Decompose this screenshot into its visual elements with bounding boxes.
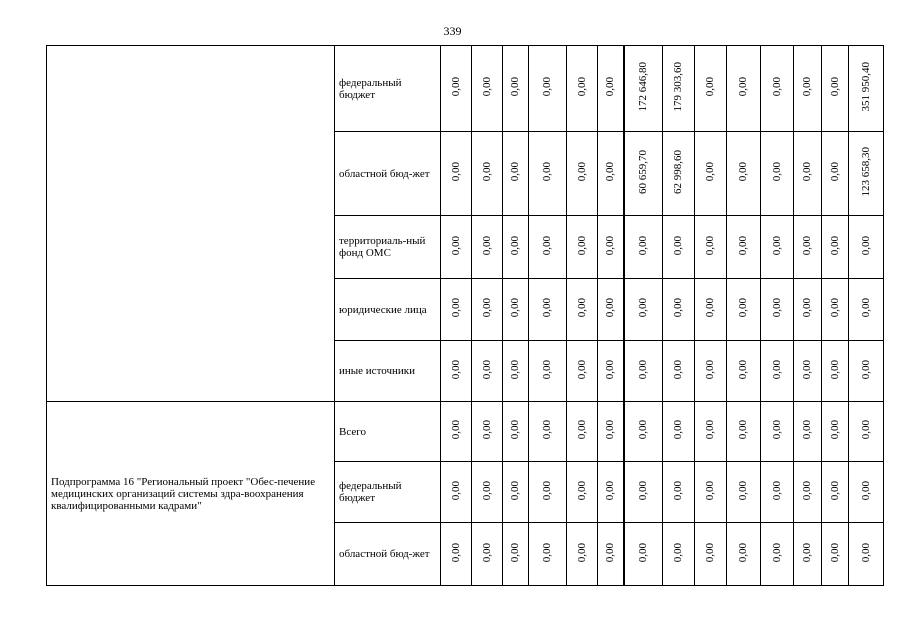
value-text: 0,00 <box>737 162 749 182</box>
value-cell <box>761 132 794 216</box>
value-cell <box>598 216 624 279</box>
value-text: 0,00 <box>801 480 813 501</box>
value-text: 0,00 <box>449 77 462 97</box>
value-text: 0,00 <box>737 77 749 97</box>
value-text: 0,00 <box>636 298 649 318</box>
value-cell <box>472 462 503 523</box>
value-cell <box>567 132 598 216</box>
value-text: 0,00 <box>704 298 716 318</box>
value-cell <box>849 462 884 523</box>
value-cell <box>695 216 727 279</box>
value-cell <box>727 132 761 216</box>
value-cell <box>624 402 663 462</box>
value-text: 0,00 <box>672 480 684 501</box>
value-text: 0,00 <box>828 235 841 256</box>
value-cell <box>695 402 727 462</box>
value-text: 0,00 <box>603 420 616 440</box>
value-cell <box>695 462 727 523</box>
value-text: 0,00 <box>737 480 749 501</box>
value-cell <box>567 341 598 402</box>
value-cell <box>822 341 849 402</box>
value-text: 0,00 <box>603 542 616 563</box>
value-text: 0,00 <box>636 420 649 440</box>
value-cell <box>794 341 822 402</box>
value-text: 351 950,40 <box>859 62 872 112</box>
funding-source: юридические лица <box>335 279 441 341</box>
value-cell <box>761 341 794 402</box>
value-text: 0,00 <box>828 420 841 440</box>
value-cell <box>822 216 849 279</box>
value-text: 0,00 <box>828 77 841 97</box>
value-cell <box>529 132 567 216</box>
value-text: 0,00 <box>541 298 553 318</box>
value-text: 0,00 <box>449 235 462 256</box>
value-cell <box>727 216 761 279</box>
value-cell <box>727 46 761 132</box>
value-cell <box>695 523 727 586</box>
funding-source: областной бюд-жет <box>335 132 441 216</box>
value-text: 0,00 <box>704 235 716 256</box>
value-text: 0,00 <box>636 235 649 256</box>
value-text: 172 646,80 <box>636 62 649 112</box>
value-text: 0,00 <box>859 542 872 563</box>
value-text: 0,00 <box>636 480 649 501</box>
value-cell <box>761 402 794 462</box>
value-text: 0,00 <box>509 235 521 256</box>
program-name-cell <box>47 402 335 586</box>
value-text: 0,00 <box>575 542 588 563</box>
value-cell <box>624 341 663 402</box>
value-text: 0,00 <box>828 542 841 563</box>
value-text: 0,00 <box>704 480 716 501</box>
value-cell <box>695 132 727 216</box>
value-cell <box>567 46 598 132</box>
value-cell <box>472 402 503 462</box>
value-text: 0,00 <box>509 420 521 440</box>
value-cell <box>529 279 567 341</box>
value-cell <box>472 216 503 279</box>
value-text: 0,00 <box>859 298 872 318</box>
value-text: 0,00 <box>801 420 813 440</box>
value-cell <box>794 132 822 216</box>
value-text: 0,00 <box>801 359 813 380</box>
value-text: 0,00 <box>636 542 649 563</box>
value-cell <box>794 462 822 523</box>
value-cell <box>727 462 761 523</box>
value-text: 179 303,60 <box>672 62 684 112</box>
value-cell <box>472 279 503 341</box>
value-cell <box>598 132 624 216</box>
value-cell <box>503 279 529 341</box>
value-cell <box>663 462 695 523</box>
value-text: 0,00 <box>801 542 813 563</box>
value-text: 0,00 <box>603 359 616 380</box>
value-text: 0,00 <box>704 420 716 440</box>
value-cell <box>567 216 598 279</box>
value-text: 0,00 <box>828 162 841 182</box>
funding-source: Всего <box>335 402 441 462</box>
value-cell <box>441 46 472 132</box>
value-cell <box>441 341 472 402</box>
value-cell <box>663 132 695 216</box>
value-cell <box>794 402 822 462</box>
value-text: 0,00 <box>480 480 493 501</box>
value-cell <box>695 46 727 132</box>
value-text: 0,00 <box>828 480 841 501</box>
value-text: 0,00 <box>672 359 684 380</box>
value-text: 0,00 <box>770 298 783 318</box>
value-text: 0,00 <box>770 77 783 97</box>
value-text: 0,00 <box>704 542 716 563</box>
value-cell <box>822 46 849 132</box>
value-text: 0,00 <box>541 480 553 501</box>
value-text: 0,00 <box>509 359 521 380</box>
value-cell <box>624 216 663 279</box>
value-text: 0,00 <box>541 420 553 440</box>
value-text: 0,00 <box>672 542 684 563</box>
value-cell <box>598 462 624 523</box>
value-text: 0,00 <box>859 359 872 380</box>
value-text: 0,00 <box>603 235 616 256</box>
value-text: 0,00 <box>480 298 493 318</box>
value-text: 0,00 <box>603 480 616 501</box>
value-text: 0,00 <box>801 162 813 182</box>
value-cell <box>822 279 849 341</box>
value-text: 0,00 <box>575 298 588 318</box>
value-cell <box>849 402 884 462</box>
funding-source: федеральный бюджет <box>335 462 441 523</box>
value-text: 0,00 <box>770 162 783 182</box>
value-cell <box>624 46 663 132</box>
value-cell <box>472 132 503 216</box>
value-text: 62 998,60 <box>672 150 684 194</box>
value-text: 0,00 <box>859 235 872 256</box>
value-text: 0,00 <box>541 77 553 97</box>
value-text: 0,00 <box>770 480 783 501</box>
value-cell <box>849 132 884 216</box>
value-cell <box>441 279 472 341</box>
value-text: 0,00 <box>737 298 749 318</box>
value-cell <box>503 523 529 586</box>
value-cell <box>794 216 822 279</box>
value-cell <box>503 132 529 216</box>
value-text: 0,00 <box>704 77 716 97</box>
value-cell <box>761 279 794 341</box>
value-cell <box>529 46 567 132</box>
funding-source: федеральный бюджет <box>335 46 441 132</box>
value-text: 0,00 <box>509 542 521 563</box>
value-cell <box>727 279 761 341</box>
value-cell <box>695 279 727 341</box>
value-text: 0,00 <box>480 542 493 563</box>
value-text: 0,00 <box>828 359 841 380</box>
value-cell <box>663 46 695 132</box>
value-cell <box>472 523 503 586</box>
value-text: 0,00 <box>704 359 716 380</box>
value-cell <box>503 216 529 279</box>
value-text: 0,00 <box>449 359 462 380</box>
value-cell <box>503 462 529 523</box>
value-cell <box>663 279 695 341</box>
value-text: 0,00 <box>859 480 872 501</box>
value-cell <box>529 216 567 279</box>
value-text: 0,00 <box>449 480 462 501</box>
page-number: 339 <box>443 24 462 38</box>
funding-source: территориаль-ный фонд ОМС <box>335 216 441 279</box>
value-text: 0,00 <box>575 77 588 97</box>
value-cell <box>441 462 472 523</box>
value-cell <box>727 523 761 586</box>
value-text: 0,00 <box>449 162 462 182</box>
value-cell <box>529 523 567 586</box>
value-text: 0,00 <box>859 420 872 440</box>
value-text: 0,00 <box>704 162 716 182</box>
value-cell <box>794 523 822 586</box>
funding-table <box>46 45 884 586</box>
value-text: 0,00 <box>770 235 783 256</box>
value-text: 0,00 <box>509 77 521 97</box>
value-cell <box>822 132 849 216</box>
value-cell <box>598 46 624 132</box>
value-text: 0,00 <box>770 420 783 440</box>
value-cell <box>849 279 884 341</box>
value-cell <box>598 341 624 402</box>
value-cell <box>663 341 695 402</box>
value-cell <box>441 216 472 279</box>
value-cell <box>624 523 663 586</box>
value-text: 0,00 <box>449 542 462 563</box>
value-text: 0,00 <box>801 235 813 256</box>
value-cell <box>695 341 727 402</box>
value-cell <box>441 523 472 586</box>
value-text: 60 659,70 <box>636 150 649 194</box>
value-cell <box>663 402 695 462</box>
value-cell <box>794 46 822 132</box>
value-text: 0,00 <box>575 480 588 501</box>
value-cell <box>529 402 567 462</box>
value-cell <box>503 402 529 462</box>
value-text: 0,00 <box>575 235 588 256</box>
funding-source: иные источники <box>335 341 441 402</box>
value-text: 0,00 <box>603 162 616 182</box>
value-cell <box>598 523 624 586</box>
funding-source: областной бюд-жет <box>335 523 441 586</box>
value-cell <box>761 462 794 523</box>
table-row <box>47 402 884 462</box>
value-cell <box>727 402 761 462</box>
value-cell <box>567 462 598 523</box>
value-cell <box>472 341 503 402</box>
value-cell <box>794 279 822 341</box>
program-name-cell <box>47 46 335 402</box>
value-text: 0,00 <box>541 359 553 380</box>
value-text: 0,00 <box>480 359 493 380</box>
value-text: 123 658,30 <box>859 147 872 197</box>
value-cell <box>503 46 529 132</box>
value-cell <box>624 132 663 216</box>
value-text: 0,00 <box>801 77 813 97</box>
value-cell <box>849 216 884 279</box>
value-cell <box>567 402 598 462</box>
value-text: 0,00 <box>737 542 749 563</box>
value-cell <box>624 462 663 523</box>
value-cell <box>624 279 663 341</box>
value-text: 0,00 <box>737 235 749 256</box>
value-text: 0,00 <box>509 298 521 318</box>
value-cell <box>503 341 529 402</box>
value-text: 0,00 <box>541 235 553 256</box>
value-cell <box>849 341 884 402</box>
value-text: 0,00 <box>480 77 493 97</box>
value-text: 0,00 <box>770 542 783 563</box>
value-text: 0,00 <box>603 77 616 97</box>
value-text: 0,00 <box>541 542 553 563</box>
value-cell <box>822 462 849 523</box>
value-cell <box>663 216 695 279</box>
value-cell <box>472 46 503 132</box>
value-text: 0,00 <box>672 298 684 318</box>
value-cell <box>529 341 567 402</box>
value-text: 0,00 <box>737 359 749 380</box>
value-cell <box>761 216 794 279</box>
value-cell <box>529 462 567 523</box>
value-text: 0,00 <box>737 420 749 440</box>
value-cell <box>441 402 472 462</box>
value-text: 0,00 <box>575 359 588 380</box>
value-text: 0,00 <box>801 298 813 318</box>
value-cell <box>761 523 794 586</box>
value-text: 0,00 <box>480 420 493 440</box>
value-cell <box>761 46 794 132</box>
table-row <box>47 46 884 132</box>
value-text: 0,00 <box>575 162 588 182</box>
value-text: 0,00 <box>828 298 841 318</box>
value-text: 0,00 <box>636 359 649 380</box>
value-text: 0,00 <box>575 420 588 440</box>
value-text: 0,00 <box>509 480 521 501</box>
value-cell <box>441 132 472 216</box>
value-cell <box>727 341 761 402</box>
value-cell <box>598 279 624 341</box>
value-text: 0,00 <box>449 298 462 318</box>
value-text: 0,00 <box>480 235 493 256</box>
program-name: Подпрограмма 16 "Региональный проект "Обес-печение медицинских организаций системы здра-воохранения квалифицированными кадрами" <box>51 475 316 512</box>
value-cell <box>567 523 598 586</box>
value-text: 0,00 <box>672 235 684 256</box>
value-cell <box>822 402 849 462</box>
value-text: 0,00 <box>449 420 462 440</box>
value-cell <box>849 46 884 132</box>
value-text: 0,00 <box>509 162 521 182</box>
value-text: 0,00 <box>603 298 616 318</box>
value-cell <box>598 402 624 462</box>
value-text: 0,00 <box>480 162 493 182</box>
value-text: 0,00 <box>770 359 783 380</box>
value-text: 0,00 <box>541 162 553 182</box>
value-cell <box>849 523 884 586</box>
value-cell <box>567 279 598 341</box>
value-cell <box>663 523 695 586</box>
value-cell <box>822 523 849 586</box>
value-text: 0,00 <box>672 420 684 440</box>
